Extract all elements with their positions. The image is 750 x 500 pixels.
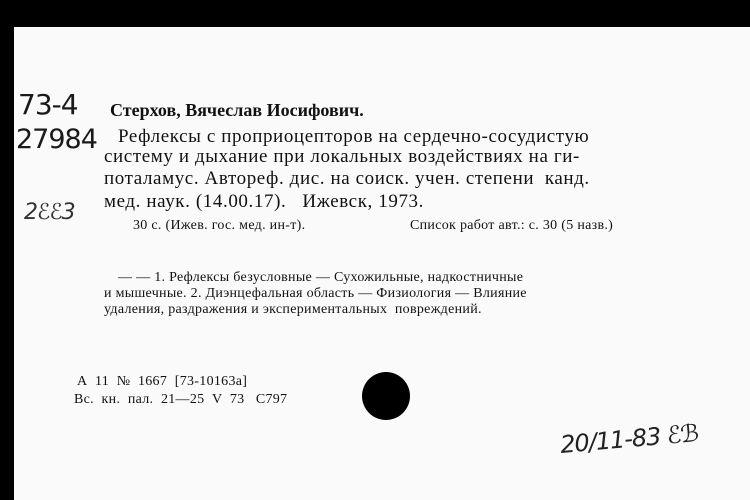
handwritten-margin-note: 2ℰℰ3 [24, 200, 75, 225]
accession-line-2: Вс. кн. пал. 21—25 V 73 С797 [74, 392, 288, 407]
subject-line-2: и мышечные. 2. Диэнцефальная область — Физиология — Влияние [104, 286, 527, 301]
subject-line-1: — — 1. Рефлексы безусловные — Сухожильные, надкостничные [118, 270, 524, 285]
bibliography-note: Список работ авт.: с. 30 (5 назв.) [410, 218, 614, 233]
handwritten-date-note: 20/11-83 ℰℬ [559, 419, 700, 459]
accession-line-1: А 11 № 1667 [73-10163а] [77, 374, 248, 389]
collation: 30 с. (Ижев. гос. мед. ин-т). [133, 218, 306, 233]
handwritten-call-number-bottom: 27984 [16, 124, 97, 155]
title-line-4: мед. наук. (14.00.17). Ижевск, 1973. [104, 191, 424, 212]
title-line-1: Рефлексы с проприоцепторов на сердечно-сосудистую [118, 126, 590, 147]
title-line-2: систему и дыхание при локальных воздействиях на ги- [104, 146, 580, 167]
subject-line-3: удаления, раздражения и экспериментальных повреждений. [104, 302, 482, 317]
punch-hole [362, 372, 410, 420]
handwritten-call-number-top: 73-4 [18, 88, 78, 121]
title-line-3: поталамус. Автореф. дис. на соиск. учен. степени канд. [104, 168, 590, 189]
author-name: Стерхов, Вячеслав Иосифович. [110, 100, 364, 120]
